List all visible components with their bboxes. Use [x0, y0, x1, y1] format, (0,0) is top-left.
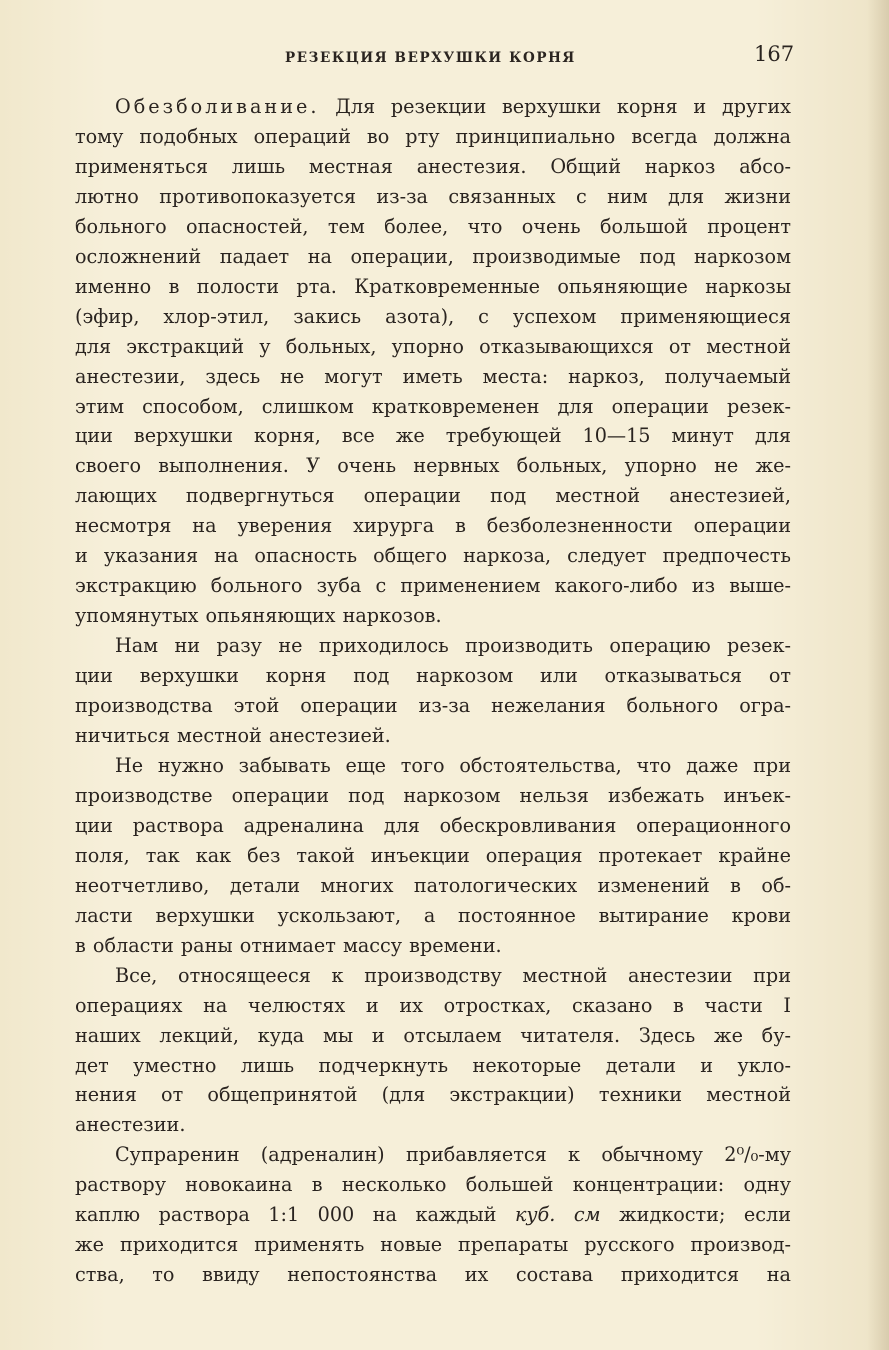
text-line: производства этой операции из-за нежелания больного огра-	[75, 694, 791, 718]
text-line: поля, так как без такой инъекции операция протекает крайне	[75, 843, 791, 867]
text-line: производстве операции под наркозом нельзя избежать инъек-	[75, 783, 791, 807]
text-line: анестезии, здесь не могут иметь места: наркоз, получаемый	[75, 364, 791, 388]
page-header	[0, 38, 889, 78]
text-line: упомянутых опьяняющих наркозов.	[75, 604, 442, 628]
text-line: Все, относящееся к производству местной анестезии при	[115, 963, 791, 987]
text-line: Нам ни разу не приходилось производить операцию резек-	[115, 634, 791, 658]
text-line: каплю раствора 1:1 000 на каждый куб. см жидкости; если	[75, 1203, 791, 1227]
text-line: тому подобных операций во рту принципиально всегда должна	[75, 124, 791, 148]
text-line: ничиться местной анестезией.	[75, 724, 391, 748]
text-line: своего выполнения. У очень нервных больных, упорно не же-	[75, 454, 791, 478]
text-line: лающих подвергнуться операции под местной анестезией,	[75, 484, 791, 508]
italic-unit: куб. см	[514, 1203, 601, 1227]
text-line: больного опасностей, тем более, что очень большой процент	[75, 214, 791, 238]
text-line: ции верхушки корня под наркозом или отказываться от	[75, 664, 791, 688]
text-line: ласти верхушки ускользают, а постоянное вытирание крови	[75, 903, 791, 927]
body-text	[75, 92, 791, 1290]
text-line: применяться лишь местная анестезия. Общий наркоз абсо-	[75, 154, 791, 178]
text-line: осложнений падает на операции, производимые под наркозом	[75, 244, 791, 268]
text-line: ства, то ввиду непостоянства их состава приходится на	[75, 1263, 791, 1287]
page-number: 167	[754, 42, 795, 66]
text-line: же приходится применять новые препараты русского производ-	[75, 1233, 791, 1257]
paragraph-heading: Обезболивание.	[115, 95, 320, 118]
page-edge-shadow	[867, 0, 889, 1350]
text-line: несмотря на уверения хирурга в безболезненности операции	[75, 514, 791, 538]
text-line: наших лекций, куда мы и отсылаем читателя. Здесь же бу-	[75, 1023, 791, 1047]
text-line: и указания на опасность общего наркоза, следует предпочесть	[75, 544, 791, 568]
text-line: нения от общепринятой (для экстракции) техники местной	[75, 1083, 791, 1107]
text-line: ции раствора адреналина для обескровливания операционного	[75, 813, 791, 837]
text-line: дет уместно лишь подчеркнуть некоторые детали и укло-	[75, 1053, 791, 1077]
text-line: неотчетливо, детали многих патологических изменений в об-	[75, 873, 791, 897]
text-line: лютно противопоказуется из-за связанных с ним для жизни	[75, 184, 791, 208]
text-line: для экстракций у больных, упорно отказывающихся от местной	[75, 334, 791, 358]
text-line: анестезии.	[75, 1113, 186, 1137]
text-line: этим способом, слишком кратковременен для операции резек-	[75, 394, 791, 418]
text-line: Супраренин (адреналин) прибавляется к обычному 2⁰/₀-му	[115, 1143, 791, 1167]
text-line: раствору новокаина в несколько большей концентрации: одну	[75, 1173, 791, 1197]
text-line: в области раны отнимает массу времени.	[75, 933, 502, 957]
text-line: операциях на челюстях и их отростках, сказано в части I	[75, 993, 791, 1017]
text-line: (эфир, хлор-этил, закись азота), с успехом применяющиеся	[75, 304, 791, 328]
text-line: Не нужно забывать еще того обстоятельства, что даже при	[115, 753, 791, 777]
text-line: Обезболивание. Для резекции верхушки корня и других	[115, 95, 791, 118]
text-line: экстракцию больного зуба с применением какого-либо из выше-	[75, 574, 791, 598]
text-line: ции верхушки корня, все же требующей 10—15 минут для	[75, 424, 791, 448]
text-line: именно в полости рта. Кратковременные опьяняющие наркозы	[75, 274, 791, 298]
running-head: РЕЗЕКЦИЯ ВЕРХУШКИ КОРНЯ	[285, 50, 576, 66]
